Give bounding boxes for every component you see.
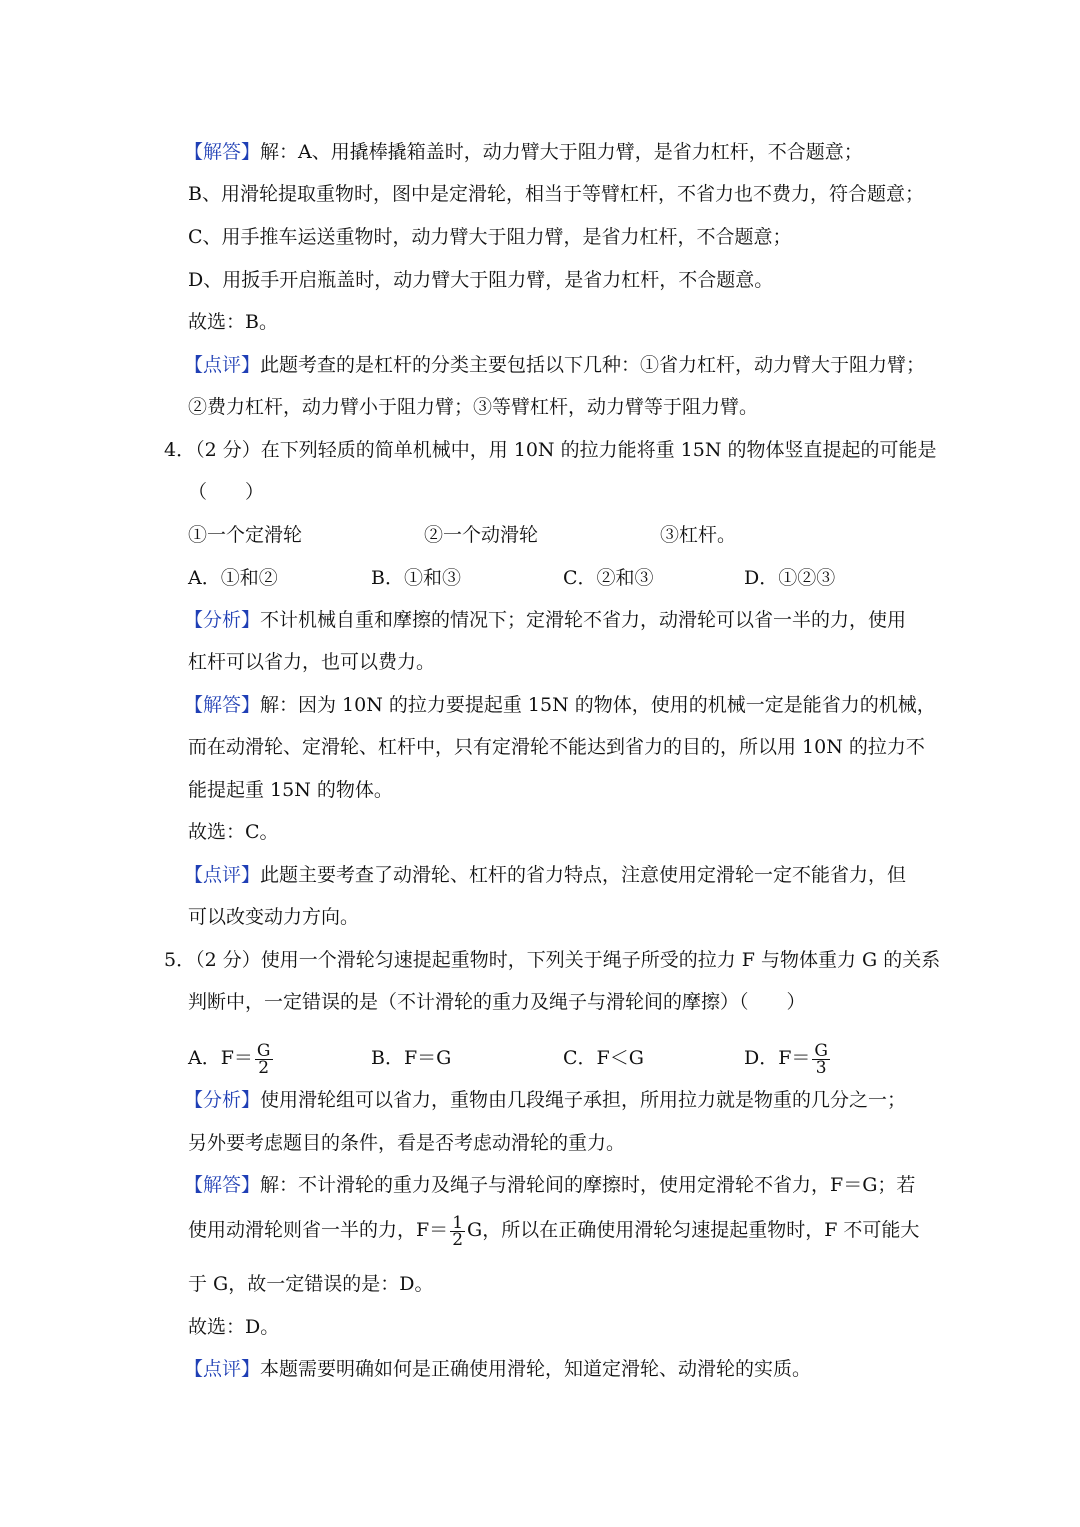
q5-comment-line-1: 【点评】本题需要明确如何是正确使用滑轮，知道定滑轮、动滑轮的实质。 bbox=[184, 1358, 812, 1380]
answer-tag: 【解答】 bbox=[184, 141, 261, 163]
q4-stem-line-1: 4．（2 分）在下列轻质的简单机械中，用 10N 的拉力能将重 15N 的物体竖直提起的可能是 bbox=[164, 439, 937, 461]
q4-answer-line-2: 而在动滑轮、定滑轮、杠杆中，只有定滑轮不能达到省力的目的，所以用 10N 的拉力不 bbox=[188, 736, 925, 758]
q5-choice: 故选：D。 bbox=[188, 1316, 280, 1338]
analysis-tag: 【分析】 bbox=[184, 609, 261, 631]
q4-option-c: C．②和③ bbox=[563, 567, 654, 589]
q4-comment-line-1: 【点评】此题主要考查了动滑轮、杠杆的省力特点，注意使用定滑轮一定不能省力，但 bbox=[184, 864, 907, 886]
q3-choice: 故选：B。 bbox=[188, 311, 278, 333]
q3-answer-line-3: C、用手推车运送重物时，动力臂大于阻力臂，是省力杠杆，不合题意； bbox=[188, 226, 792, 248]
fraction: $\frac{G}{2}$ bbox=[256, 1040, 271, 1078]
comment-tag: 【点评】 bbox=[184, 354, 261, 376]
q4-stem-line-2: （ ） bbox=[188, 481, 265, 503]
q4-item-2: ②一个动滑轮 bbox=[424, 524, 539, 546]
q4-option-a: A．①和② bbox=[188, 567, 278, 589]
fraction: $\frac{1}{2}$ bbox=[452, 1212, 464, 1250]
q5-answer-line-1: 【解答】解：不计滑轮的重力及绳子与滑轮间的摩擦时，使用定滑轮不省力，F＝G；若 bbox=[184, 1174, 916, 1196]
q4-analysis-line-2: 杠杆可以省力，也可以费力。 bbox=[188, 651, 436, 673]
q5-option-b: B．F＝G bbox=[371, 1047, 452, 1069]
answer-tag: 【解答】 bbox=[184, 694, 261, 716]
q4-choice: 故选：C。 bbox=[188, 821, 279, 843]
q3-comment-line-1: 【点评】此题考查的是杠杆的分类主要包括以下几种：①省力杠杆，动力臂大于阻力臂； bbox=[184, 354, 926, 376]
q4-analysis-line-1: 【分析】不计机械自重和摩擦的情况下；定滑轮不省力，动滑轮可以省一半的力，使用 bbox=[184, 609, 907, 631]
q5-option-c: C．F＜G bbox=[563, 1047, 644, 1069]
q4-answer-line-1: 【解答】解：因为 10N 的拉力要提起重 15N 的物体，使用的机械一定是能省力的机械， bbox=[184, 694, 936, 716]
q3-answer-line-1: 【解答】解：A、用撬棒撬箱盖时，动力臂大于阻力臂，是省力杠杆，不合题意； bbox=[184, 141, 863, 163]
q4-item-1: ①一个定滑轮 bbox=[188, 524, 303, 546]
comment-tag: 【点评】 bbox=[184, 1358, 261, 1380]
q4-item-3: ③杠杆。 bbox=[660, 524, 737, 546]
q5-stem-line-1: 5．（2 分）使用一个滑轮匀速提起重物时，下列关于绳子所受的拉力 F 与物体重力 G 的关系 bbox=[164, 949, 941, 971]
q4-option-d: D．①②③ bbox=[744, 567, 836, 589]
answer-tag: 【解答】 bbox=[184, 1174, 261, 1196]
comment-tag: 【点评】 bbox=[184, 864, 261, 886]
fraction: $\frac{G}{3}$ bbox=[814, 1040, 829, 1078]
q4-answer-line-3: 能提起重 15N 的物体。 bbox=[188, 779, 393, 801]
q3-answer-line-4: D、用扳手开启瓶盖时，动力臂大于阻力臂，是省力杠杆，不合题意。 bbox=[188, 269, 774, 291]
q5-answer-line-2: 使用动滑轮则省一半的力，F＝ $\frac{1}{2}$ G，所以在正确使用滑轮匀速提起重物时，F 不可能大 bbox=[188, 1212, 920, 1250]
q5-answer-line-3: 于 G，故一定错误的是：D。 bbox=[188, 1273, 434, 1295]
q5-stem-line-2: 判断中，一定错误的是（不计滑轮的重力及绳子与滑轮间的摩擦）（ ） bbox=[188, 991, 806, 1013]
q5-option-d: D．F＝ $\frac{G}{3}$ bbox=[744, 1040, 829, 1078]
q3-answer-line-2: B、用滑轮提取重物时，图中是定滑轮，相当于等臂杠杆，不省力也不费力，符合题意； bbox=[188, 183, 924, 205]
q4-option-b: B．①和③ bbox=[371, 567, 461, 589]
q5-analysis-line-2: 另外要考虑题目的条件，看是否考虑动滑轮的重力。 bbox=[188, 1132, 626, 1154]
q4-comment-line-2: 可以改变动力方向。 bbox=[188, 906, 360, 928]
q5-analysis-line-1: 【分析】使用滑轮组可以省力，重物由几段绳子承担，所用拉力就是物重的几分之一； bbox=[184, 1089, 907, 1111]
q3-comment-line-2: ②费力杠杆，动力臂小于阻力臂；③等臂杠杆，动力臂等于阻力臂。 bbox=[188, 396, 759, 418]
q5-option-a: A．F＝ $\frac{G}{2}$ bbox=[188, 1040, 271, 1078]
analysis-tag: 【分析】 bbox=[184, 1089, 261, 1111]
